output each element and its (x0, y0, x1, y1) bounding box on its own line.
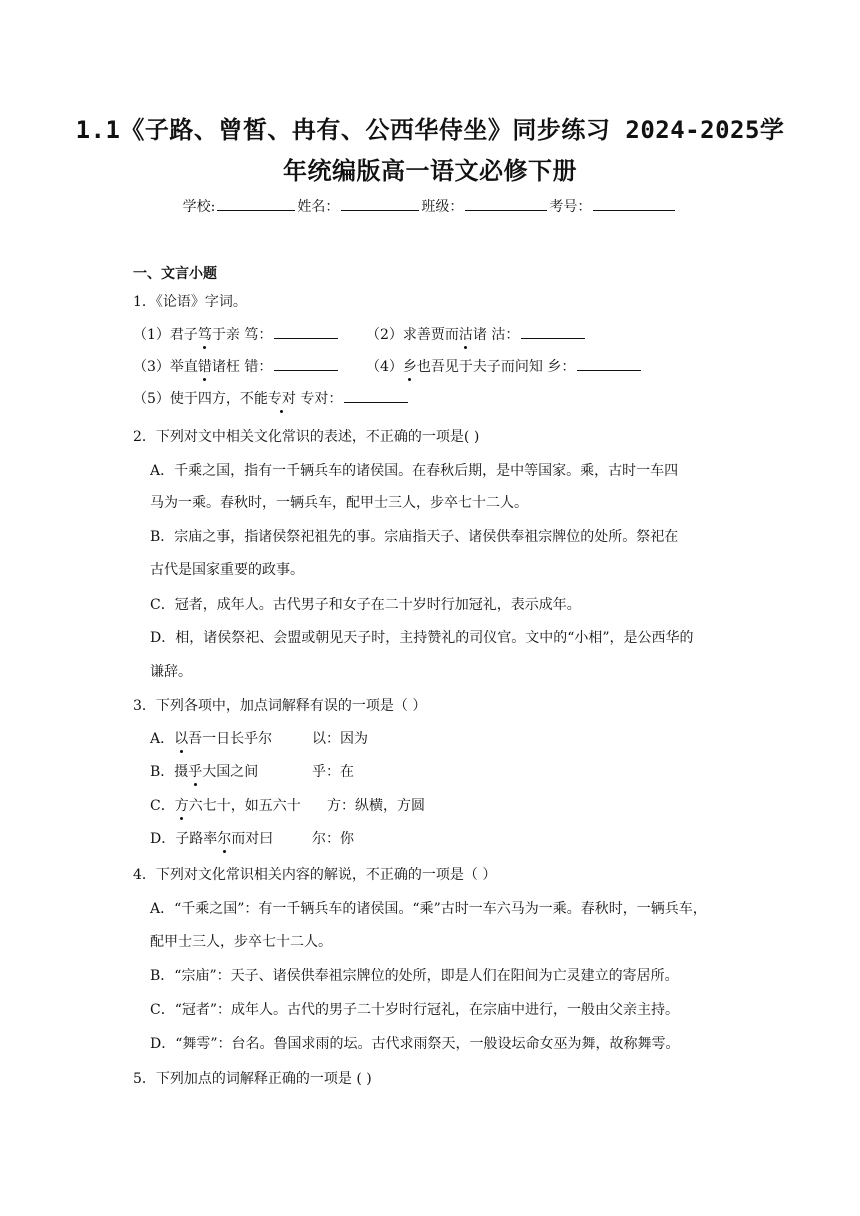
q2-option-a-line-2: 马为一乘。春秋时，一辆兵车，配甲士三人，步卒七十二人。 (150, 495, 528, 511)
q1-item-4-blank[interactable] (577, 356, 641, 371)
q4-option-a-line-2: 配甲士三人，步卒七十二人。 (150, 934, 332, 950)
q4-stem: 4．下列对文化常识相关内容的解说，不正确的一项是（ ） (133, 867, 497, 883)
student-info-row (0, 196, 860, 217)
q1-item-4: （4）乡也吾见于夫子而问知 乡： (366, 356, 643, 377)
q1-item-1: （1）君子笃于亲 笃： (133, 324, 340, 345)
school-label: 学校: (182, 199, 216, 215)
q4-option-b: B．“宗庙”：天子、诸侯供奉祖宗牌位的处所，即是人们在阳间为亡灵建立的寄居所。 (150, 968, 679, 984)
q2-option-a-line-1: A．千乘之国，指有一千辆兵车的诸侯国。在春秋后期，是中等国家。乘，古时一车四 (150, 463, 679, 479)
name-label: 姓名： (297, 199, 340, 215)
q3-option-d: D．子路率尔而对曰 (150, 831, 274, 847)
q3-option-a-explanation: 以：因为 (312, 731, 368, 747)
q4-option-d: D．“舞雩”：台名。鲁国求雨的坛。古代求雨祭天，一般设坛命女巫为舞，故称舞雩。 (150, 1036, 680, 1052)
q3-option-a: A．以吾一日长乎尔 (150, 731, 273, 747)
q1-item-3-dotted-word: 错 (197, 359, 212, 375)
q3-option-c-explanation: 方：纵横，方圆 (327, 798, 425, 814)
q4-option-a-line-1: A．“千乘之国”：有一千辆兵车的诸侯国。“乘”古时一车六马为一乘。春秋时，一辆兵车， (150, 901, 707, 917)
q3-option-b-dotted-word: 乎 (188, 764, 203, 780)
q2-stem: 2．下列对文中相关文化常识的表述，不正确的一项是( ) (133, 429, 480, 445)
document-title-line-2: 年统编版高一语文必修下册 (283, 157, 577, 185)
q1-item-2: （2）求善贾而沽诸 沽： (366, 324, 587, 345)
document-title-line-1: 1.1《子路、曾皙、冉有、公西华侍坐》同步练习 2024-2025学 (75, 116, 785, 144)
name-blank[interactable] (341, 196, 419, 211)
q1-item-3-blank[interactable] (274, 356, 338, 371)
q3-option-a-dotted-word: 以 (174, 731, 189, 747)
class-blank[interactable] (465, 196, 547, 211)
q2-option-b-line-1: B．宗庙之事，指诸侯祭祀祖先的事。宗庙指天子、诸侯供奉祖宗牌位的处所。祭祀在 (150, 529, 679, 545)
q1-item-2-blank[interactable] (521, 324, 585, 339)
q1-item-3: （3）举直错诸枉 错： (133, 356, 340, 377)
q1-item-2-dotted-word: 沽 (458, 327, 473, 343)
q1-stem: 1．《论语》字词。 (133, 294, 247, 310)
q1-item-1-blank[interactable] (274, 324, 338, 339)
q3-option-d-explanation: 尔：你 (312, 831, 354, 847)
q3-stem: 3．下列各项中，加点词解释有误的一项是（ ） (133, 698, 427, 714)
q5-stem: 5．下列加点的词解释正确的一项是 ( ) (133, 1071, 372, 1087)
q2-option-d-line-2: 谦辞。 (150, 664, 192, 680)
q1-item-5-dotted-word: 专对 (267, 391, 296, 407)
exam-number-label: 考号： (549, 199, 592, 215)
q1-item-1-dotted-word: 笃 (197, 327, 212, 343)
q2-option-c: C．冠者，成年人。古代男子和女子在二十岁时行加冠礼，表示成年。 (150, 597, 581, 613)
q1-item-4-dotted-word: 乡 (402, 359, 417, 375)
q4-option-c: C．“冠者”：成年人。古代的男子二十岁时行冠礼，在宗庙中进行，一般由父亲主持。 (150, 1002, 680, 1018)
section-heading: 一、文言小题 (133, 266, 217, 282)
class-label: 班级： (421, 199, 464, 215)
q1-item-5-blank[interactable] (344, 388, 408, 403)
school-blank[interactable] (217, 196, 295, 211)
q3-option-c: C．方六七十，如五六十 (150, 798, 301, 814)
q2-option-d-line-1: D．相，诸侯祭祀、会盟或朝见天子时，主持赞礼的司仪官。文中的“小相”，是公西华的 (150, 630, 694, 646)
q3-option-b: B．摄乎大国之间 (150, 764, 259, 780)
exam-number-blank[interactable] (593, 196, 675, 211)
q1-item-5: （5）使于四方，不能专对 专对： (133, 388, 410, 409)
q3-option-b-explanation: 乎：在 (312, 764, 354, 780)
q3-option-d-dotted-word: 尔 (217, 831, 232, 847)
q3-option-c-dotted-word: 方 (174, 798, 189, 814)
q2-option-b-line-2: 古代是国家重要的政事。 (150, 562, 304, 578)
